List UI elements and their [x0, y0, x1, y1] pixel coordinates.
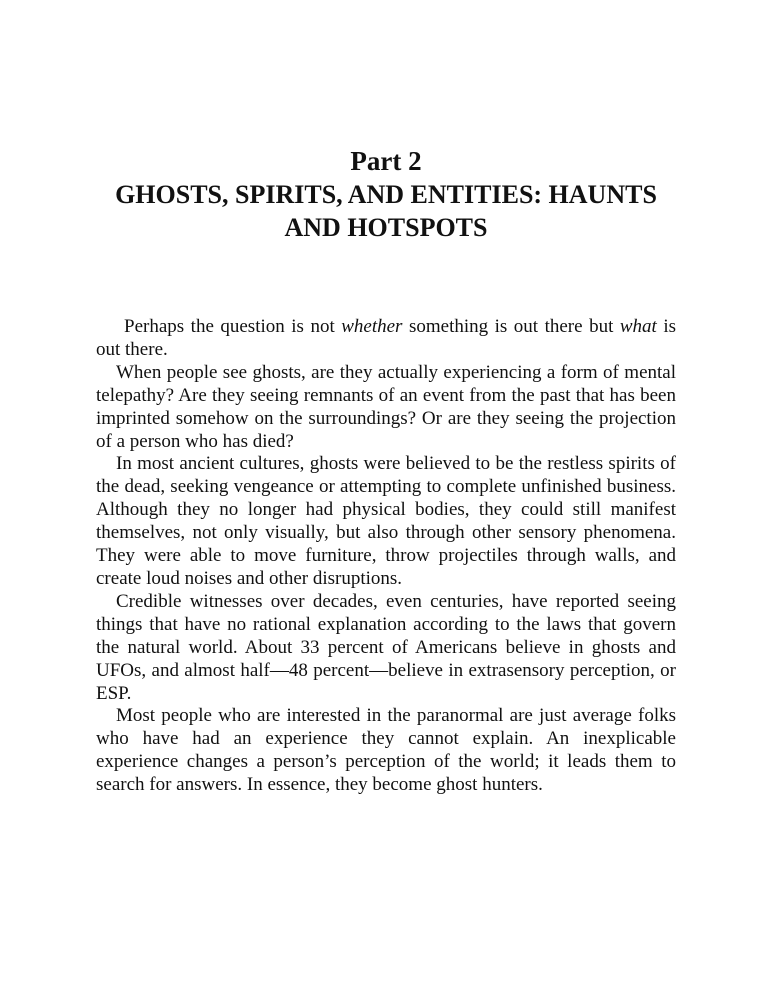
paragraph-5: Most people who are interested in the paranormal are just average folks who have had an experience they cannot explain. An inexplicable experience changes a person’s perception of the world; it leads them to search for answers. In essence, they become ghost hunters.	[96, 705, 676, 796]
paragraph-1-emphasis-whether: whether	[341, 316, 403, 337]
paragraph-1-text-b: something is out there but	[402, 316, 620, 337]
paragraph-4: Credible witnesses over decades, even centuries, have reported seeing things that have no rational explanation according to the laws that govern the natural world. About 33 percent of Americans believe in ghosts and UFOs, and almost half—48 percent—believe in extrasensory perception, or ESP.	[96, 590, 676, 704]
paragraph-1-emphasis-what: what	[619, 316, 657, 337]
part-title: GHOSTS, SPIRITS, AND ENTITIES: HAUNTS AND HOTSPOTS	[115, 180, 657, 242]
paragraph-1-text-a: Perhaps the question is not	[124, 316, 342, 337]
body-text	[96, 316, 676, 797]
paragraph-3: In most ancient cultures, ghosts were believed to be the restless spirits of the dead, seeking vengeance or attempting to complete unfinished business. Although they no longer had physical bodies, they could still manifest themselves, not only visually, but also through other sensory phenomena. They were able to move furniture, throw projectiles through walls, and create loud noises and other disruptions.	[96, 453, 676, 589]
paragraph-1	[96, 316, 676, 362]
part-label: Part 2	[350, 146, 422, 176]
paragraph-2: When people see ghosts, are they actually experiencing a form of mental telepathy? Are they seeing remnants of an event from the past that has been imprinted somehow on the surroundings? Or are they seeing the projection of a person who has died?	[96, 361, 676, 452]
part-heading	[0, 144, 772, 244]
paragraph-1-text-c: is out there.	[96, 316, 676, 360]
